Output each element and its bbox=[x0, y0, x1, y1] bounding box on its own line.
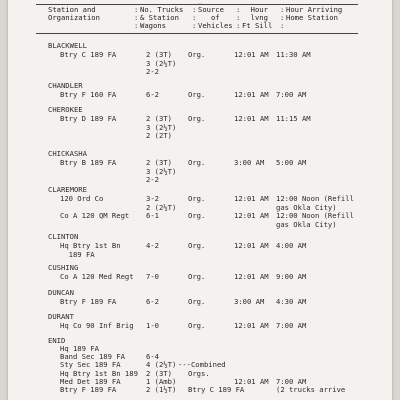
vehicle-source: Org. bbox=[188, 321, 206, 330]
hour-leaving: 12:01 AM bbox=[234, 376, 269, 386]
organization: Btry C 189 FA bbox=[60, 50, 117, 59]
entry-chickasha bbox=[8, 150, 392, 190]
station-name: CHICKASHA bbox=[48, 149, 87, 158]
station-name: CLINTON bbox=[48, 232, 79, 241]
station-name: BLACKWELL bbox=[48, 41, 87, 50]
station-name: DURANT bbox=[48, 312, 74, 321]
vehicle-source: Org. bbox=[188, 241, 206, 250]
organization: Hq 189 FA Band Sec 189 FA Sty Sec 189 FA Hq Btry 1st Bn 189 Med Det 189 FA Btry F 189 FA bbox=[60, 344, 138, 395]
hour-leaving: 12:01 AM bbox=[234, 114, 269, 123]
station-name: DUNCAN bbox=[48, 288, 74, 297]
hour-leaving: 12:01 AM 12:01 AM bbox=[234, 194, 269, 221]
hour-leaving: 12:01 AM bbox=[234, 321, 269, 330]
truck-count: 7-0 bbox=[146, 272, 159, 281]
header-rule bbox=[36, 33, 358, 34]
header-station: Station and Organization bbox=[48, 5, 100, 23]
truck-count: 2 (3T) 3 (2½T) 2-2 bbox=[146, 158, 177, 185]
hour-arriving: 11:15 AM bbox=[276, 114, 311, 123]
hour-leaving: 12:01 AM bbox=[234, 272, 269, 281]
hour-arriving: 4:00 AM bbox=[276, 241, 307, 250]
entry-enid bbox=[8, 337, 392, 400]
organization: Btry B 189 FA bbox=[60, 158, 117, 167]
station-name: CHEROKEE bbox=[48, 105, 83, 114]
organization: Co A 120 Med Regt bbox=[60, 272, 134, 281]
truck-count: 6-2 bbox=[146, 90, 159, 99]
combined-note: ---Combined bbox=[178, 360, 226, 370]
entry-claremore bbox=[8, 186, 392, 228]
header-hour-leaving: Hour lvng Ft Sill bbox=[242, 5, 273, 31]
hour-arriving: 5:00 AM bbox=[276, 158, 307, 167]
organization: Btry F 160 FA bbox=[60, 90, 117, 99]
hour-arriving: 11:30 AM bbox=[276, 50, 311, 59]
truck-count: 3-2 2 (2½T) 6-1 bbox=[146, 194, 177, 221]
organization: 120 Ord Co Co A 120 QM Regt bbox=[60, 194, 130, 221]
truck-count: 6-2 bbox=[146, 297, 159, 306]
header-source: Source of Vehicles bbox=[198, 5, 233, 31]
station-name: CHANDLER bbox=[48, 81, 83, 90]
vehicle-source: Org. bbox=[188, 272, 206, 281]
station-name: CUSHING bbox=[48, 263, 79, 272]
vehicle-source: Org. bbox=[188, 50, 206, 59]
document-page: … Station and Organization : : : No. Trucks & Station Wagons : : : Source of Vehicles : : : Hour lvng Ft Sill : : : Hour Arriving Home Station BLACKWELL Btry C 189 FA 2 (3T) 3 (2½T) 2-2 Org. 12:01 AM 11:30 AM CHANDLER Btry F 160 FA 6-2 Org. 12:01 AM 7:00 AM CHEROKEE Btry D 189 FA 2 (3T) 3 (2½T) 2 (2T) Org. 12:01 AM 11:15 AM CHICKASHA Btry B 189 FA 2 (3T) 3 (2½T) 2-2 Org. 3:00 AM 5:00 AM CLAREMORE 120 Ord Co Co A 120 QM Regt 3-2 2 (2½T) 6-1 Org. Org. 12:01 AM 12:01 AM 12:00 Noon (Refill gas Okla City) 12:00 Noon (Refill gas Okla City) CLINTON Hq Btry 1st Bn 189 FA 4-2 Org. 12:01 AM 4:00 AM CUSHING Co A 120 Med Regt 7-0 Org. 12:01 AM 9:00 AM DUNCAN Btry F 189 FA 6-2 Org. 3:00 AM 4:30 AM DURANT Hq Co 90 Inf Brig 1-0 Org. 12:01 AM 7:00 AM ENID Hq 189 FA Band Sec 189 FA Sty Sec 189 FA Hq Btry 1st Bn 189 Med Det 189 FA Btry F 189 FA 6-4 4 (2½T) 2 (3T) 1 (Amb) 2 (1½T) ---Combined Orgs. Btry C 189 FA 12:01 AM 7:00 AM (2 trucks arrive bbox=[8, 0, 392, 400]
vehicle-source: Org. bbox=[188, 114, 206, 123]
hour-arriving: 7:00 AM bbox=[276, 321, 307, 330]
hour-leaving: 12:01 AM bbox=[234, 241, 269, 250]
hour-arriving: 4:30 AM bbox=[276, 297, 307, 306]
truck-count: 2 (3T) 3 (2½T) 2 (2T) bbox=[146, 114, 177, 141]
vehicle-source: Org. bbox=[188, 297, 206, 306]
hour-leaving: 12:01 AM bbox=[234, 90, 269, 99]
vehicle-source: Org. Org. bbox=[188, 194, 206, 221]
truck-count: 4-2 bbox=[146, 241, 159, 250]
header-trucks: No. Trucks & Station Wagons bbox=[140, 5, 184, 31]
vehicle-source: Orgs. Btry C 189 FA bbox=[188, 368, 245, 395]
entry-cherokee bbox=[8, 106, 392, 146]
hour-arriving: 7:00 AM (2 trucks arrive bbox=[276, 376, 346, 395]
truck-count: 6-4 4 (2½T) 2 (3T) 1 (Amb) 2 (1½T) bbox=[146, 352, 177, 395]
vehicle-source: Org. bbox=[188, 158, 206, 167]
hour-arriving: 9:00 AM bbox=[276, 272, 307, 281]
page-caption: … bbox=[197, 0, 203, 7]
entry-blackwell bbox=[8, 42, 392, 82]
hour-leaving: 3:00 AM bbox=[234, 158, 265, 167]
truck-count: 1-0 bbox=[146, 321, 159, 330]
station-name: CLAREMORE bbox=[48, 185, 87, 194]
organization: Btry D 189 FA bbox=[60, 114, 117, 123]
organization: Hq Co 90 Inf Brig bbox=[60, 321, 134, 330]
vehicle-source: Org. bbox=[188, 90, 206, 99]
organization: Hq Btry 1st Bn 189 FA bbox=[60, 241, 121, 259]
hour-leaving: 3:00 AM bbox=[234, 297, 265, 306]
hour-arriving: 7:00 AM bbox=[276, 90, 307, 99]
station-name: ENID bbox=[48, 336, 66, 345]
organization: Btry F 189 FA bbox=[60, 297, 117, 306]
header-hour-arriving: Hour Arriving Home Station bbox=[286, 5, 343, 23]
truck-count: 2 (3T) 3 (2½T) 2-2 bbox=[146, 50, 177, 77]
hour-leaving: 12:01 AM bbox=[234, 50, 269, 59]
hour-arriving: 12:00 Noon (Refill gas Okla City) 12:00 Noon (Refill gas Okla City) bbox=[276, 194, 354, 229]
